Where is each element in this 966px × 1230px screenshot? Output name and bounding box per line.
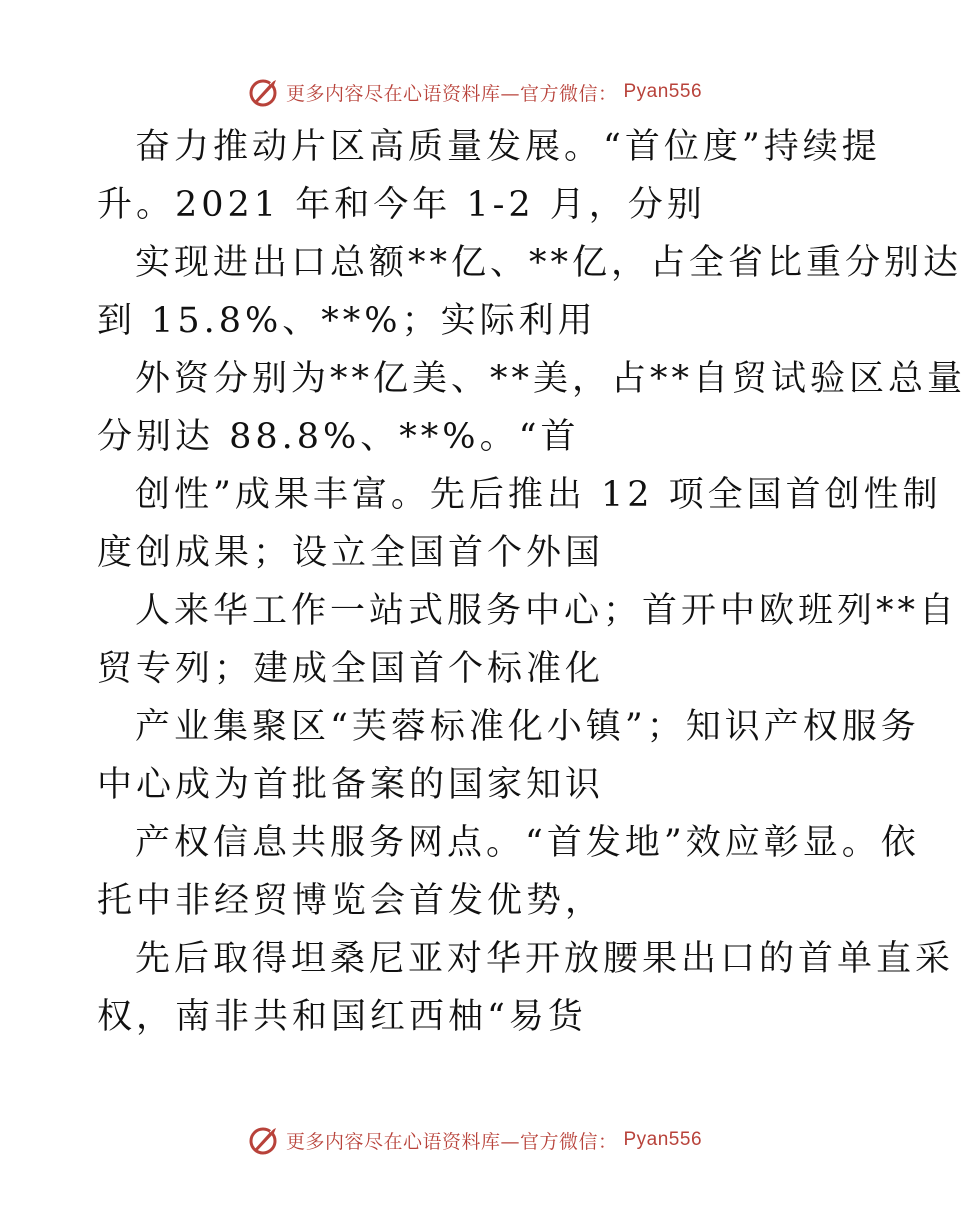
quill-logo-icon <box>248 1124 280 1156</box>
text-line: 度创成果；设立全国首个外国 <box>97 533 605 573</box>
text-line: 奋力推动片区高质量发展。“首位度”持续提 <box>135 127 881 167</box>
text-line: 权，南非共和国红西柚“易货 <box>97 997 587 1037</box>
header-watermark <box>0 72 950 112</box>
text-line: 贸专列；建成全国首个标准化 <box>97 649 605 689</box>
watermark-wechat-id: Pyan556 <box>623 1129 703 1150</box>
text-line: 中心成为首批备案的国家知识 <box>97 765 605 805</box>
footer-watermark <box>0 1120 950 1160</box>
text-line: 分别达 88.8%、**%。“首 <box>97 417 580 457</box>
text-line: 产权信息共服务网点。“首发地”效应彰显。依 <box>135 823 920 863</box>
quill-logo-icon <box>248 76 280 108</box>
text-line: 升。2021 年和今年 1-2 月，分别 <box>97 185 706 225</box>
watermark-text: 更多内容尽在心语资料库—官方微信： <box>285 82 618 105</box>
document-body <box>97 118 966 1046</box>
watermark-text: 更多内容尽在心语资料库—官方微信： <box>285 1130 618 1153</box>
text-line: 托中非经贸博览会首发优势， <box>97 881 605 921</box>
text-line: 创性”成果丰富。先后推出 12 项全国首创性制 <box>135 475 942 515</box>
text-line: 产业集聚区“芙蓉标准化小镇”；知识产权服务 <box>135 707 920 747</box>
text-line: 人来华工作一站式服务中心；首开中欧班列**自 <box>135 591 959 631</box>
text-line: 实现进出口总额**亿、**亿，占全省比重分别达 <box>135 243 963 283</box>
text-line: 先后取得坦桑尼亚对华开放腰果出口的首单直采 <box>135 939 955 979</box>
watermark-wechat-id: Pyan556 <box>623 81 703 102</box>
text-line: 外资分别为**亿美、**美，占**自贸试验区总量 <box>135 359 966 399</box>
text-line: 到 15.8%、**%；实际利用 <box>97 301 597 341</box>
